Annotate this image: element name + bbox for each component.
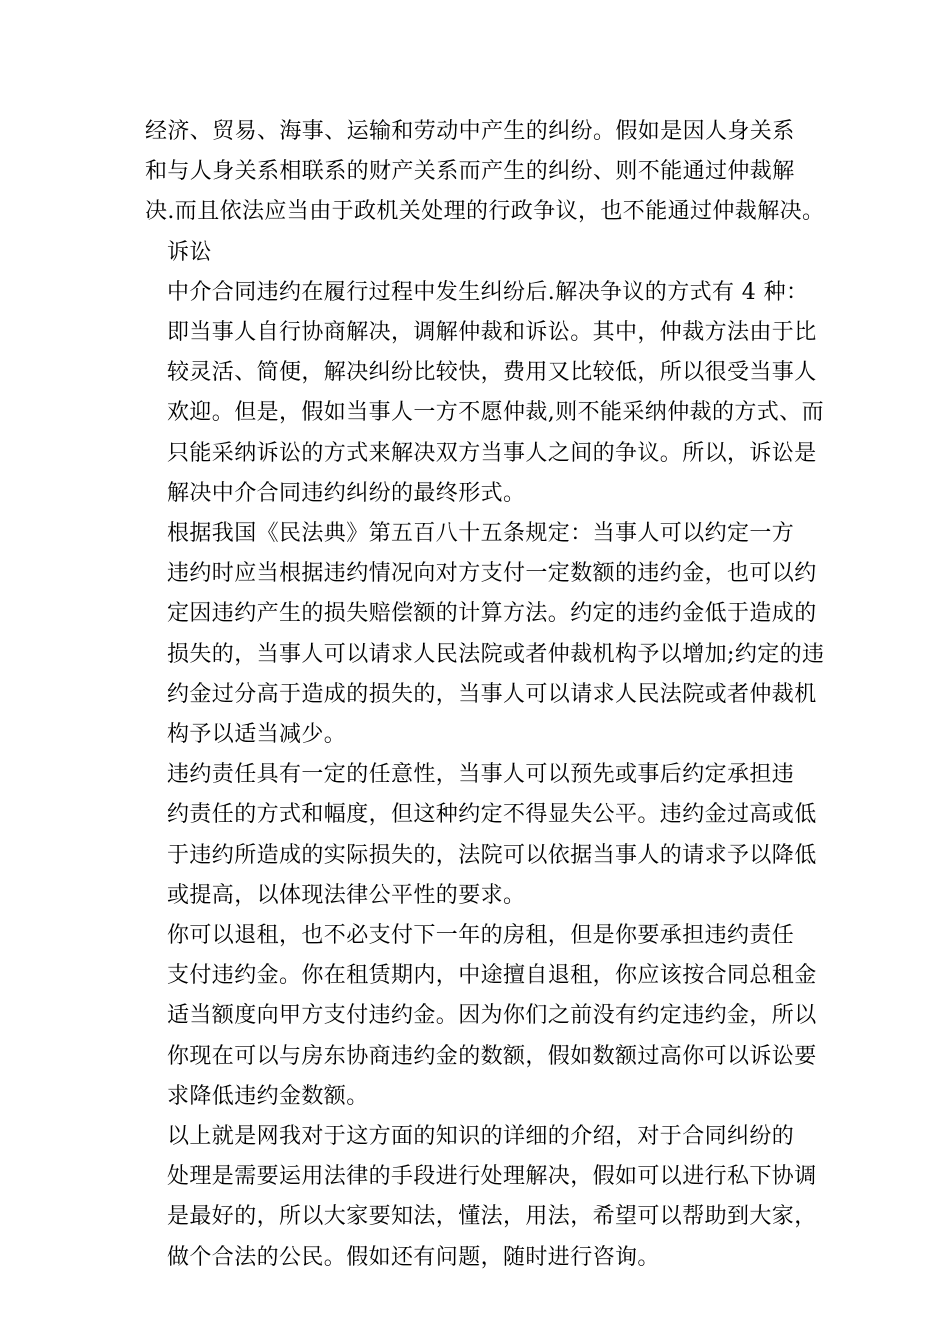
section-heading-litigation [145, 233, 817, 273]
text-line: 违约责任具有一定的任意性，当事人可以预先或事后约定承担违 [167, 762, 795, 788]
text-line: 只能采纳诉讼的方式来解决双方当事人之间的争议。所以，诉讼是 [167, 440, 817, 466]
text-line: 诉讼 [167, 239, 212, 265]
paragraph-conclusion [145, 1117, 817, 1278]
text-line: 做个合法的公民。假如还有问题，随时进行咨询。 [167, 1244, 660, 1270]
text-line: 决.而且依法应当由于政机关处理的行政争议，也不能通过仲裁解决。 [145, 199, 825, 225]
text-line: 于违约所造成的实际损失的，法院可以依据当事人的请求予以降低 [167, 842, 817, 868]
text-line: 是最好的，所以大家要知法，懂法，用法，希望可以帮助到大家， [167, 1204, 817, 1230]
text-line: 适当额度向甲方支付违约金。因为你们之前没有约定违约金，所以 [167, 1003, 817, 1029]
text-line: 约责任的方式和幅度，但这种约定不得显失公平。违约金过高或低 [167, 802, 817, 828]
text-line: 欢迎。但是，假如当事人一方不愿仲裁,则不能采纳仲裁的方式、而 [167, 400, 824, 426]
text-line: 即当事人自行协商解决，调解仲裁和诉讼。其中，仲裁方法由于比 [167, 320, 817, 346]
paragraph-dispute-resolution [145, 273, 824, 514]
text-line: 较灵活、简便，解决纠纷比较快，费用又比较低，所以很受当事人 [167, 360, 817, 386]
text-line: 根据我国《民法典》第五百八十五条规定：当事人可以约定一方 [167, 521, 795, 547]
text-line: 和与人身关系相联系的财产关系而产生的纠纷、则不能通过仲裁解 [145, 159, 795, 185]
paragraph-rent-termination [145, 916, 817, 1117]
paragraph-liability [145, 755, 817, 916]
text-line: 你现在可以与房东协商违约金的数额，假如数额过高你可以诉讼要 [167, 1043, 817, 1069]
text-line: 损失的，当事人可以请求人民法院或者仲裁机构予以增加;约定的违 [167, 641, 825, 667]
text-line: 中介合同违约在履行过程中发生纠纷后.解决争议的方式有 4 种： [167, 279, 809, 305]
text-line: 支付违约金。你在租赁期内，中途擅自退租，你应该按合同总租金 [167, 963, 817, 989]
text-line: 违约时应当根据违约情况向对方支付一定数额的违约金，也可以约 [167, 561, 817, 587]
text-line: 处理是需要运用法律的手段进行处理解决，假如可以进行私下协调 [167, 1164, 817, 1190]
text-line: 构予以适当减少。 [167, 722, 347, 748]
text-line: 或提高，以体现法律公平性的要求。 [167, 882, 526, 908]
text-line: 定因违约产生的损失赔偿额的计算方法。约定的违约金低于造成的 [167, 601, 817, 627]
paragraph-arbitration-scope [145, 112, 825, 233]
document-page [145, 112, 825, 1278]
text-line: 经济、贸易、海事、运输和劳动中产生的纠纷。假如是因人身关系 [145, 119, 795, 144]
text-line: 以上就是网我对于这方面的知识的详细的介绍，对于合同纠纷的 [167, 1124, 795, 1150]
text-line: 约金过分高于造成的损失的，当事人可以请求人民法院或者仲裁机 [167, 681, 817, 707]
text-line: 你可以退租，也不必支付下一年的房租，但是你要承担违约责任 [167, 923, 795, 949]
paragraph-civil-code [145, 514, 825, 755]
text-line: 解决中介合同违约纠纷的最终形式。 [167, 480, 526, 506]
text-line: 求降低违约金数额。 [167, 1083, 369, 1109]
